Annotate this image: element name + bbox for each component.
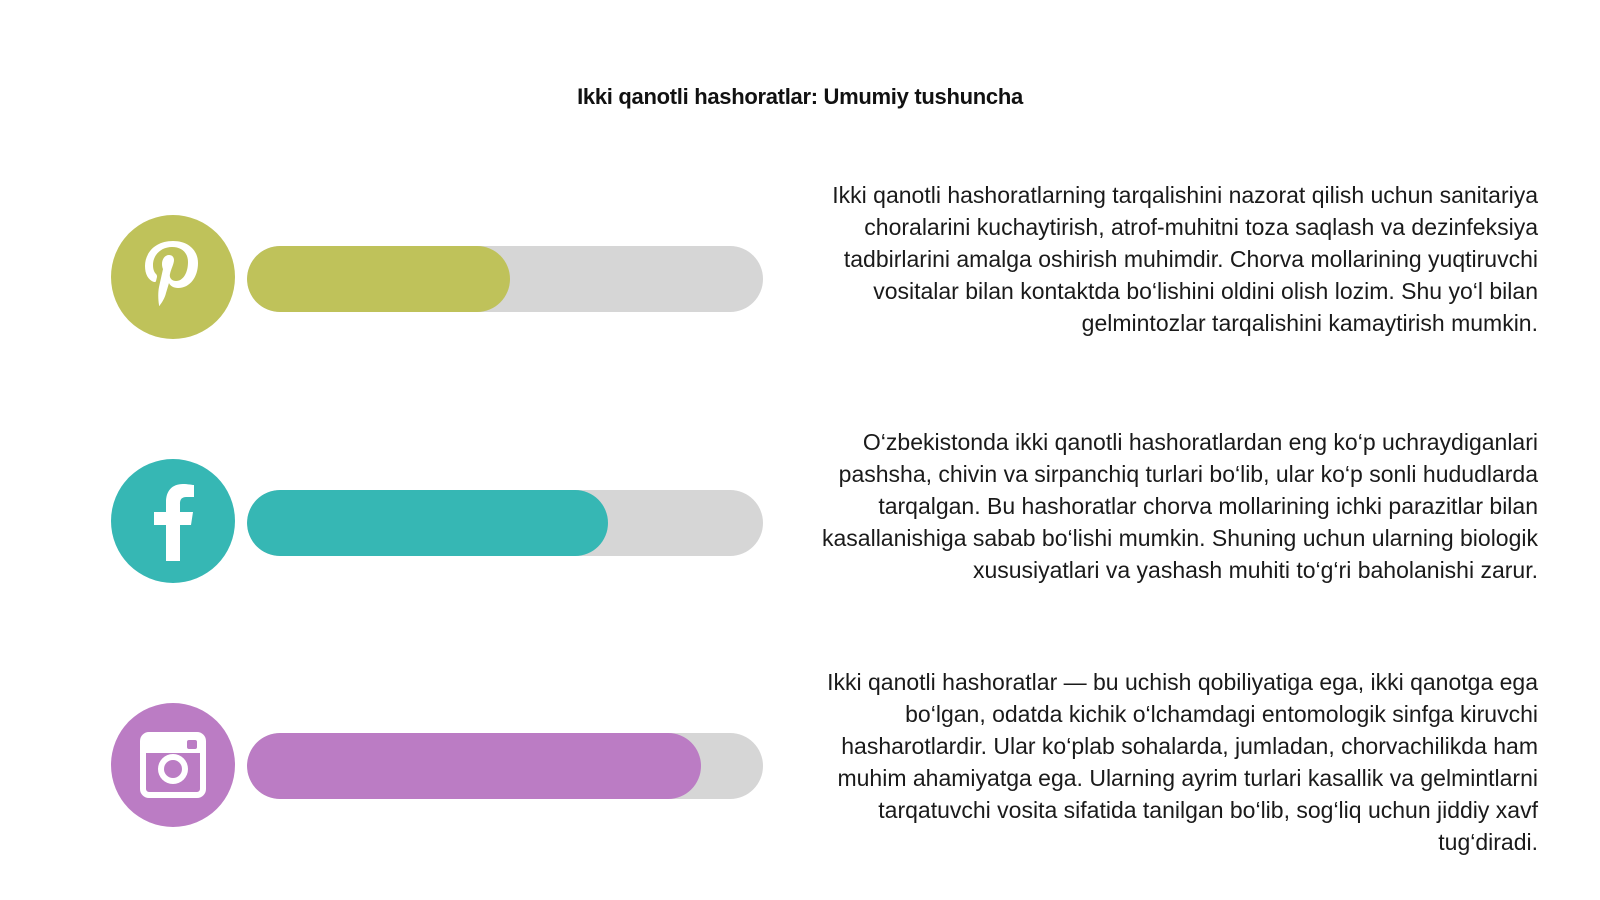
instagram-icon <box>140 732 206 798</box>
page-title: Ikki qanotli hashoratlar: Umumiy tushuncha <box>577 84 1023 109</box>
paragraph-2: O‘zbekistonda ikki qanotli hashoratlardan eng ko‘p uchraydiganlari pashsha, chivin va sirpanchiq turlari bo‘lib, ular ko‘p sonli hududlarda tarqalgan. Bu hashoratlar chorva mollarining ichki parazitlar bilan kasallanishiga sabab bo‘lishi mumkin. Shuning uchun ularning biologik xususiyatlari va yashash muhiti to‘g‘ri baholanishi zarur. <box>822 429 1538 583</box>
progress-track-instagram <box>247 733 763 799</box>
progress-track-facebook <box>247 490 763 556</box>
pinterest-circle <box>111 215 235 339</box>
facebook-circle <box>111 459 235 583</box>
progress-fill-facebook <box>247 490 608 556</box>
progress-track-pinterest <box>247 246 763 312</box>
pinterest-icon <box>138 235 208 319</box>
facebook-icon <box>148 481 198 561</box>
progress-fill-pinterest <box>247 246 510 312</box>
progress-fill-instagram <box>247 733 701 799</box>
paragraph-3: Ikki qanotli hashoratlar — bu uchish qobiliyatiga ega, ikki qanotga ega bo‘lgan, odatda kichik o‘lchamdagi entomologik sinfga kiruvchi hasharotlardir. Ular ko‘plab sohalarda, jumladan, chorvachilikda ham muhim ahamiyatga ega. Ularning ayrim turlari kasallik va gelmintlarni tarqatuvchi vosita sifatida tanilgan bo‘lib, sog‘liq uchun jiddiy xavf tug‘diradi. <box>827 669 1538 855</box>
paragraph-1: Ikki qanotli hashoratlarning tarqalishini nazorat qilish uchun sanitariya choralarini kuchaytirish, atrof-muhitni toza saqlash va dezinfeksiya tadbirlarini amalga oshirish muhimdir. Chorva mollarining yuqtiruvchi vositalar bilan kontaktda bo‘lishini oldini olish lozim. Shu yo‘l bilan gelmintozlar tarqalishini kamaytirish mumkin. <box>832 182 1538 336</box>
instagram-circle <box>111 703 235 827</box>
